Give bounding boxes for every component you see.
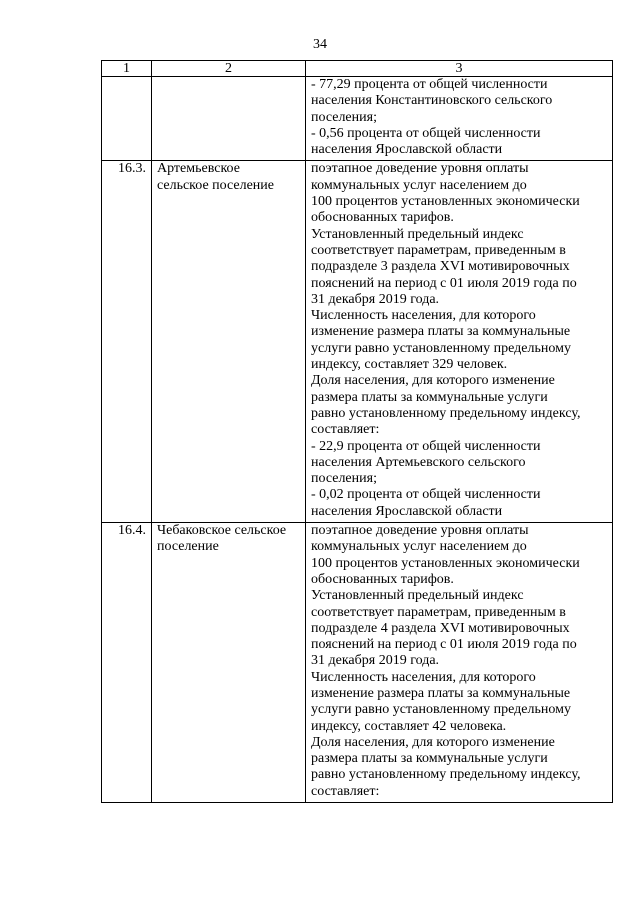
description-line: поэтапное доведение уровня оплаты: [311, 161, 529, 177]
description-line: подразделе 3 раздела XVI мотивировочных: [311, 259, 570, 275]
description-line: Доля населения, для которого изменение: [311, 734, 555, 750]
table-row: [102, 523, 613, 803]
description-cell: [306, 523, 613, 803]
description-line: Установленный предельный индекс: [311, 226, 524, 242]
description-line: изменение размера платы за коммунальные: [311, 324, 571, 340]
description-line: 100 процентов установленных экономически: [311, 555, 580, 571]
description-line: изменение размера платы за коммунальные: [311, 685, 571, 701]
description-line: составляет:: [311, 783, 380, 799]
table-row: [102, 161, 613, 523]
page-number: 34: [313, 37, 327, 52]
row-number-cell: [102, 77, 152, 161]
description-line: обоснованных тарифов.: [311, 210, 454, 226]
document-table: [101, 60, 613, 803]
settlement-name-cell: [152, 77, 306, 161]
description-line: обоснованных тарифов.: [311, 571, 454, 587]
description-line: индексу, составляет 42 человека.: [311, 718, 507, 734]
description-line: 31 декабря 2019 года.: [311, 653, 440, 669]
description-line: населения Артемьевского сельского: [311, 454, 526, 470]
description-line: размера платы за коммунальные услуги: [311, 751, 548, 767]
column-header-2: 2: [152, 61, 306, 77]
description-line: Численность населения, для которого: [311, 308, 536, 324]
description-line: населения Ярославской области: [311, 142, 503, 158]
description-line: населения Ярославской области: [311, 503, 503, 519]
row-number-cell: 16.3.: [102, 161, 152, 523]
settlement-name-line: сельское поселение: [157, 177, 274, 193]
description-cell: [306, 161, 613, 523]
description-line: индексу, составляет 329 человек.: [311, 357, 508, 373]
description-line: услуги равно установленному предельному: [311, 702, 571, 718]
row-number-cell: 16.4.: [102, 523, 152, 803]
description-line: 100 процентов установленных экономически: [311, 194, 580, 210]
description-line: размера платы за коммунальные услуги: [311, 389, 548, 405]
description-line: - 0,56 процента от общей численности: [311, 125, 541, 141]
description-line: - 22,9 процента от общей численности: [311, 438, 541, 454]
description-line: поэтапное доведение уровня оплаты: [311, 523, 529, 539]
description-line: - 0,02 процента от общей численности: [311, 487, 541, 503]
description-line: населения Константиновского сельского: [311, 93, 553, 109]
table-row: [102, 77, 613, 161]
description-line: составляет:: [311, 422, 380, 438]
description-line: коммунальных услуг населением до: [311, 539, 527, 555]
description-line: соответствует параметрам, приведенным в: [311, 604, 566, 620]
description-line: услуги равно установленному предельному: [311, 340, 571, 356]
table-header-row: [102, 61, 613, 77]
column-header-1: 1: [102, 61, 152, 77]
description-line: пояснений на период с 01 июля 2019 года по: [311, 275, 577, 291]
description-line: коммунальных услуг населением до: [311, 177, 527, 193]
settlement-name-line: Чебаковское сельское: [157, 523, 287, 539]
description-cell: [306, 77, 613, 161]
settlement-name-line: поселение: [157, 539, 219, 555]
description-line: пояснений на период с 01 июля 2019 года по: [311, 637, 577, 653]
table-body: [102, 61, 613, 803]
settlement-name-cell: [152, 161, 306, 523]
description-line: поселения;: [311, 109, 377, 125]
description-line: Доля населения, для которого изменение: [311, 373, 555, 389]
description-line: поселения;: [311, 471, 377, 487]
settlement-name-line: Артемьевское: [157, 161, 240, 177]
description-line: соответствует параметрам, приведенным в: [311, 242, 566, 258]
description-line: 31 декабря 2019 года.: [311, 291, 440, 307]
description-line: равно установленному предельному индексу,: [311, 405, 581, 421]
description-line: Численность населения, для которого: [311, 669, 536, 685]
column-header-3: 3: [306, 61, 613, 77]
description-line: Установленный предельный индекс: [311, 588, 524, 604]
description-line: - 77,29 процента от общей численности: [311, 77, 548, 92]
description-line: равно установленному предельному индексу,: [311, 767, 581, 783]
description-line: подразделе 4 раздела XVI мотивировочных: [311, 620, 570, 636]
settlement-name-cell: [152, 523, 306, 803]
